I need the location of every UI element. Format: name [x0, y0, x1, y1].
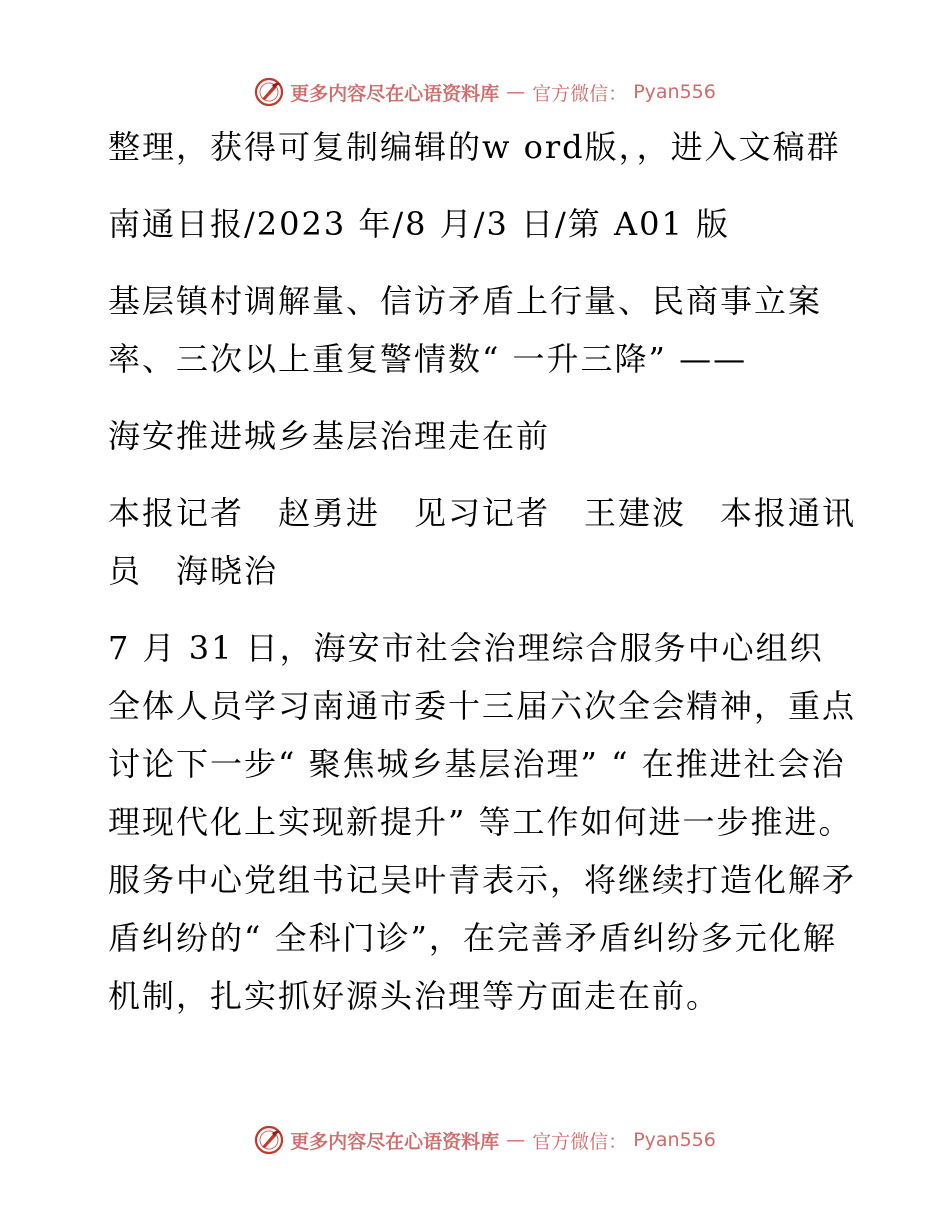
- watermark-main-text: 更多内容尽在心语资料库: [290, 1130, 500, 1153]
- watermark-sub-text: 官方微信：: [532, 1130, 628, 1153]
- article-title: 海安推进城乡基层治理走在前: [108, 417, 551, 455]
- quill-seal-icon: [254, 77, 284, 107]
- byline-paragraph: 本报记者 赵勇进 见习记者 王建波 本报通讯员 海晓治: [108, 494, 857, 590]
- watermark-sub-text: 官方微信：: [532, 82, 628, 105]
- article-body: [96, 118, 856, 1044]
- body-paragraph: 7 月 31 日，海安市社会治理综合服务中心组织全体人员学习南通市委十三届六次全会精神，重点讨论下一步“ 聚焦城乡基层治理” “ 在推进社会治理现代化上实现新提升” 等工作如何进一步推进。服务中心党组书记吴叶青表示，将继续打造化解矛盾纠纷的“ 全科门诊”，在完善矛盾纠纷多元化解机制，扎实抓好源头治理等方面走在前。: [108, 629, 857, 1015]
- source-line: 南通日报/2023 年/8 月/3 日/第 A01 版: [108, 205, 730, 243]
- intro-paragraph: 整理，获得可复制编辑的w ord版，，进入文稿群: [108, 128, 841, 166]
- watermark-dash: —: [506, 81, 526, 103]
- page-footer-watermark: [0, 1120, 950, 1160]
- watermark-wechat-id: Pyan556: [633, 81, 716, 103]
- watermark-dash: —: [506, 1129, 526, 1151]
- watermark-main-text: 更多内容尽在心语资料库: [290, 82, 500, 105]
- watermark-wechat-id: Pyan556: [633, 1129, 716, 1151]
- watermark-banner: [254, 1125, 716, 1155]
- subtitle-paragraph: 基层镇村调解量、信访矛盾上行量、民商事立案率、三次以上重复警情数“ 一升三降” ——: [108, 282, 823, 378]
- watermark-banner: [254, 77, 716, 107]
- quill-seal-icon: [254, 1125, 284, 1155]
- page-header-watermark: [0, 72, 950, 112]
